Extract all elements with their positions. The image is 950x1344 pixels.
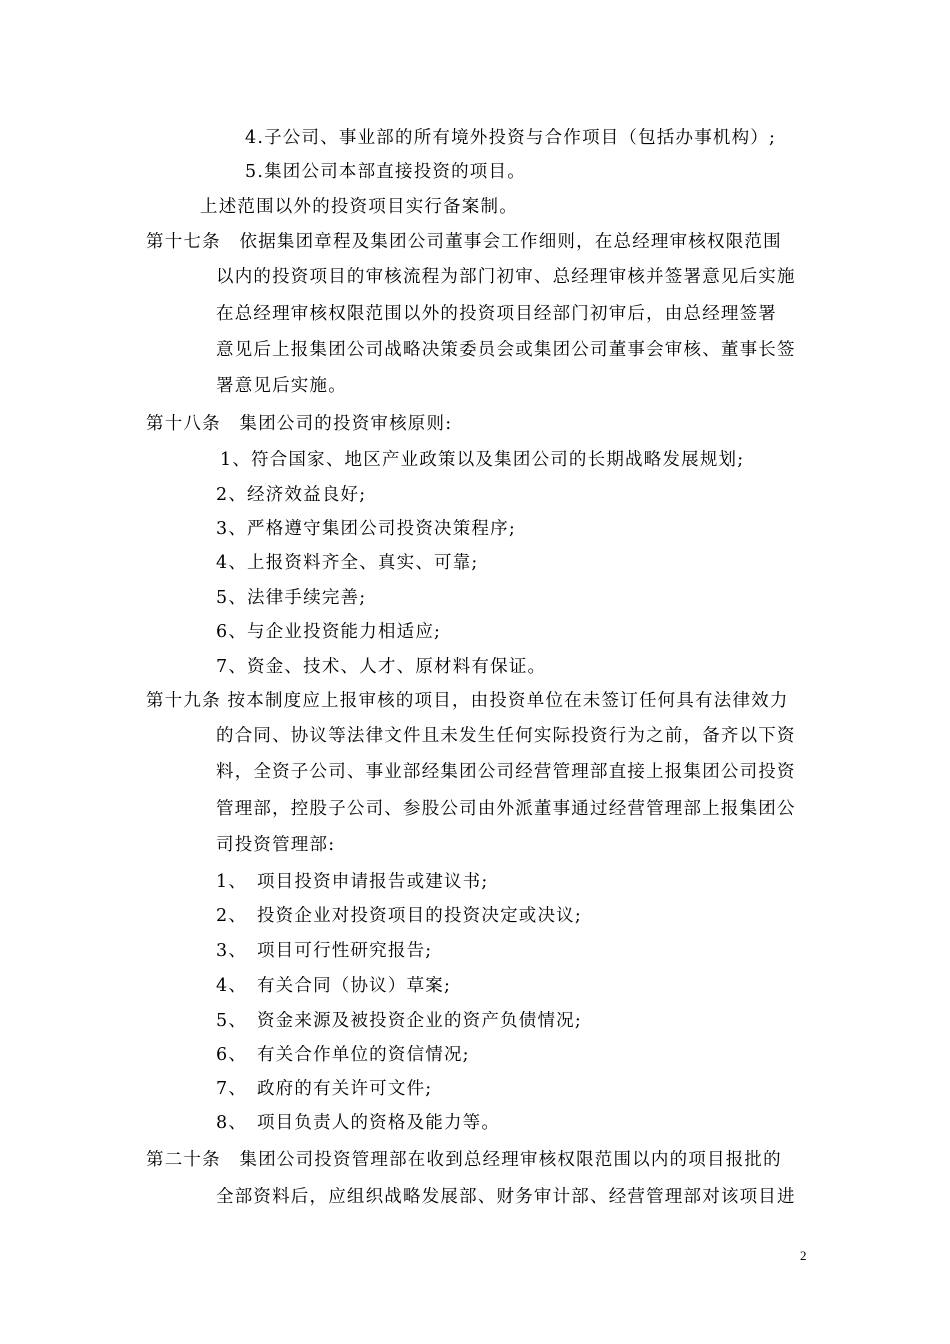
text-line: 的合同、协议等法律文件且未发生任何实际投资行为之前，备齐以下资 (216, 726, 796, 746)
list-item: 2、 投资企业对投资项目的投资决定或决议; (216, 906, 582, 926)
text-line: 4.子公司、事业部的所有境外投资与合作项目（包括办事机构）; (245, 128, 777, 148)
list-item: 7、资金、技术、人才、原材料有保证。 (216, 657, 547, 677)
list-item: 6、与企业投资能力相适应; (216, 622, 442, 642)
list-item: 7、 政府的有关许可文件; (216, 1079, 433, 1099)
text-line: 意见后上报集团公司战略决策委员会或集团公司董事会审核、董事长签 (216, 340, 796, 360)
list-item: 6、 有关合作单位的资信情况; (216, 1045, 470, 1065)
article-18-heading: 第十八条 集团公司的投资审核原则: (146, 414, 453, 434)
list-item: 3、 项目可行性研究报告; (216, 941, 433, 961)
text-line: 全部资料后，应组织战略发展部、财务审计部、经营管理部对该项目进 (216, 1187, 796, 1207)
list-item: 4、上报资料齐全、真实、可靠; (216, 553, 479, 573)
text-line: 管理部，控股子公司、参股公司由外派董事通过经营管理部上报集团公 (216, 799, 796, 819)
article-19-heading: 第十九条 按本制度应上报审核的项目，由投资单位在未签订任何具有法律效力 (146, 691, 789, 711)
text-line: 在总经理审核权限范围以外的投资项目经部门初审后，由总经理签署 (216, 304, 777, 324)
list-item: 3、严格遵守集团公司投资决策程序; (216, 519, 516, 539)
list-item: 1、 项目投资申请报告或建议书; (216, 872, 489, 892)
list-item: 5、 资金来源及被投资企业的资产负债情况; (216, 1011, 582, 1031)
page-number: 2 (800, 1248, 807, 1263)
text-line: 上述范围以外的投资项目实行备案制。 (200, 197, 518, 217)
text-line: 以内的投资项目的审核流程为部门初审、总经理审核并签署意见后实施 (216, 267, 796, 287)
text-line: 司投资管理部: (216, 835, 336, 855)
text-line: 料，全资子公司、事业部经集团公司经营管理部直接上报集团公司投资 (216, 762, 796, 782)
list-item: 8、 项目负责人的资格及能力等。 (216, 1113, 501, 1133)
list-item: 5、法律手续完善; (216, 588, 367, 608)
article-17-heading: 第十七条 依据集团章程及集团公司董事会工作细则，在总经理审核权限范围 (146, 232, 782, 252)
text-line: 5.集团公司本部直接投资的项目。 (245, 162, 526, 182)
list-item: 4、 有关合同（协议）草案; (216, 976, 452, 996)
text-line: 署意见后实施。 (216, 376, 347, 396)
article-20-heading: 第二十条 集团公司投资管理部在收到总经理审核权限范围以内的项目报批的 (146, 1150, 782, 1170)
list-item: 2、经济效益良好; (216, 485, 367, 505)
list-item: 1、符合国家、地区产业政策以及集团公司的长期战略发展规划; (220, 450, 745, 470)
